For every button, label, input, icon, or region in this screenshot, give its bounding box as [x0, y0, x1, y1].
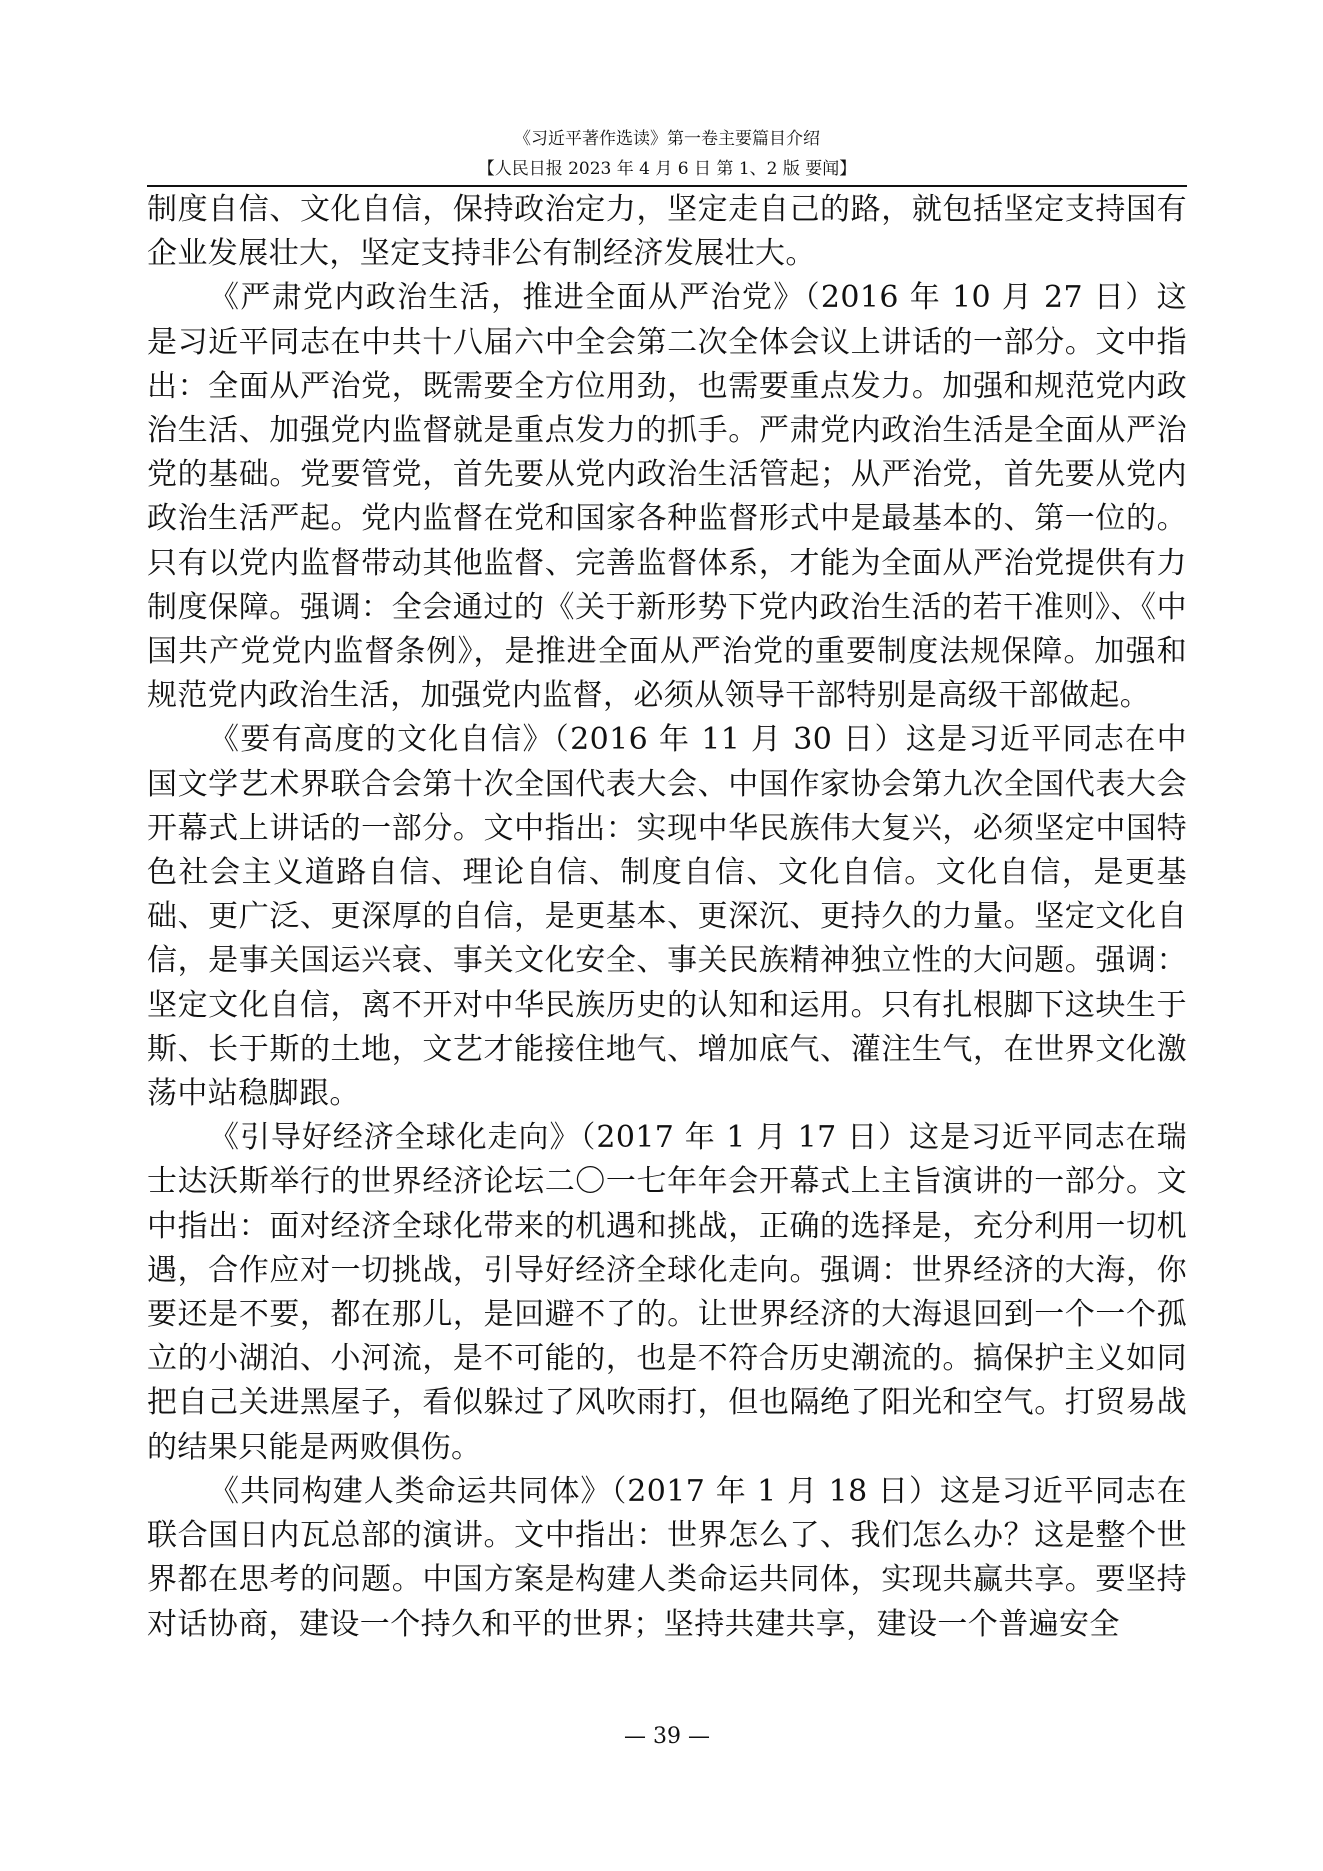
paragraph-economic-globalization: 《引导好经济全球化走向》（2017 年 1 月 17 日）这是习近平同志在瑞士达沃斯举行的世界经济论坛二〇一七年年会开幕式上主旨演讲的一部分。文中指出：面对经济全球化带来的机遇和挑战，正确的选择是，充分利用一切机遇，合作应对一切挑战，引导好经济全球化走向。强调：世界经济的大海，你要还是不要，都在那儿，是回避不了的。让世界经济的大海退回到一个一个孤立的小湖泊、小河流，是不可能的，也是不符合历史潮流的。搞保护主义如同把自己关进黑屋子，看似躲过了风吹雨打，但也隔绝了阳光和空气。打贸易战的结果只能是两败俱伤。	[147, 1120, 1187, 1465]
paragraph-party-political-life: 《严肃党内政治生活，推进全面从严治党》（2016 年 10 月 27 日）这是习近平同志在中共十八届六中全会第二次全体会议上讲话的一部分。文中指出：全面从严治党，既需要全方位用劲，也需要重点发力。加强和规范党内政治生活、加强党内监督就是重点发力的抓手。严肃党内政治生活是全面从严治党的基础。党要管党，首先要从党内政治生活管起；从严治党，首先要从党内政治生活严起。党内监督在党和国家各种监督形式中是最基本的、第一位的。只有以党内监督带动其他监督、完善监督体系，才能为全面从严治党提供有力制度保障。强调：全会通过的《关于新形势下党内政治生活的若干准则》、《中国共产党党内监督条例》，是推进全面从严治党的重要制度法规保障。加强和规范党内政治生活，加强党内监督，必须从领导干部特别是高级干部做起。	[147, 280, 1187, 714]
header-title: 《习近平著作选读》第一卷主要篇目介绍	[514, 129, 820, 149]
paragraph-cultural-confidence: 《要有高度的文化自信》（2016 年 11 月 30 日）这是习近平同志在中国文学艺术界联合会第十次全国代表大会、中国作家协会第九次全国代表大会开幕式上讲话的一部分。文中指出：实现中华民族伟大复兴，必须坚定中国特色社会主义道路自信、理论自信、制度自信、文化自信。文化自信，是更基础、更广泛、更深厚的自信，是更基本、更深沉、更持久的力量。坚定文化自信，是事关国运兴衰、事关文化安全、事关民族精神独立性的大问题。强调：坚定文化自信，离不开对中华民族历史的认知和运用。只有扎根脚下这块生于斯、长于斯的土地，文艺才能接住地气、增加底气、灌注生气，在世界文化激荡中站稳脚跟。	[147, 722, 1187, 1112]
header-divider	[147, 185, 1187, 187]
paragraph-continuation: 制度自信、文化自信，保持政治定力，坚定走自己的路，就包括坚定支持国有企业发展壮大，坚定支持非公有制经济发展壮大。	[147, 192, 1187, 272]
paragraph-shared-future: 《共同构建人类命运共同体》（2017 年 1 月 18 日）这是习近平同志在联合国日内瓦总部的演讲。文中指出：世界怎么了、我们怎么办？这是整个世界都在思考的问题。中国方案是构建人类命运共同体，实现共赢共享。要坚持对话协商，建设一个持久和平的世界；坚持共建共享，建设一个普遍安全	[147, 1473, 1187, 1642]
page-header	[147, 124, 1187, 184]
header-source: 【人民日报 2023 年 4 月 6 日 第 1、2 版 要闻】	[477, 159, 857, 179]
page-number: — 39 —	[624, 1724, 710, 1749]
article-body	[147, 188, 1187, 1647]
